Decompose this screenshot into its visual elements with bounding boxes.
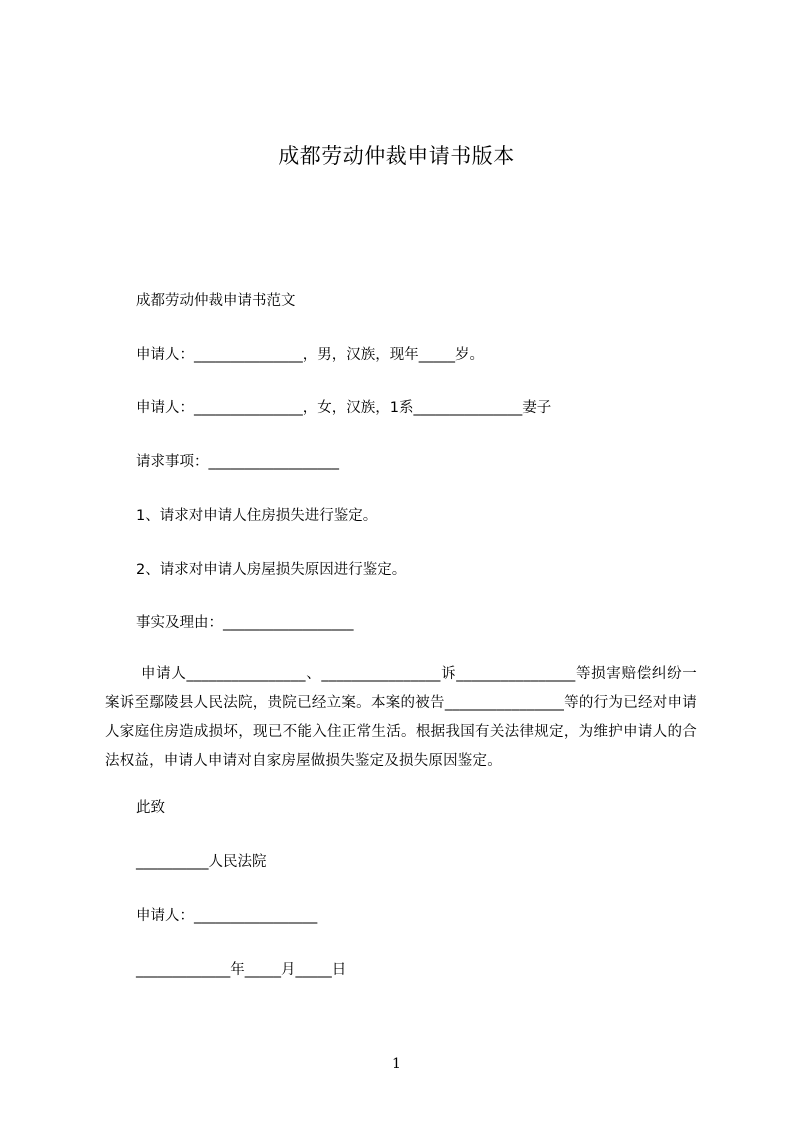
court-line: __________人民法院 xyxy=(136,854,267,870)
facts-paragraph: 申请人________________、________________诉________________等损害赔偿纠纷一案诉至鄢陵县人民法院，贵院已经立案。本案的被告________________等的行为已经对申请人家庭住房造成损坏，现已不能入住正常生活。根据我国有关法律规定，为维护申请人的合法权益，申请人申请对自家房屋做损失鉴定及损失原因鉴定。 xyxy=(105,666,697,769)
document-title: 成都劳动仲裁申请书版本 xyxy=(278,144,515,168)
claim-item-1: 1、请求对申请人住房损失进行鉴定。 xyxy=(136,508,378,524)
closing-salutation: 此致 xyxy=(136,800,165,816)
facts-heading: 事实及理由：__________________ xyxy=(136,615,354,631)
claims-heading: 请求事项：__________________ xyxy=(136,454,339,470)
document-subtitle: 成都劳动仲裁申请书范文 xyxy=(136,293,296,309)
claim-item-2: 2、请求对申请人房屋损失原因进行鉴定。 xyxy=(136,562,407,578)
date-line: _____________年_____月_____日 xyxy=(136,962,347,978)
applicant-line-1: 申请人：_______________，男，汉族，现年_____岁。 xyxy=(136,347,484,363)
applicant-line-2: 申请人：_______________，女，汉族，1系_______________妻子 xyxy=(136,400,552,416)
signature-line: 申请人：_________________ xyxy=(136,908,318,924)
page-number: 1 xyxy=(392,1056,401,1072)
